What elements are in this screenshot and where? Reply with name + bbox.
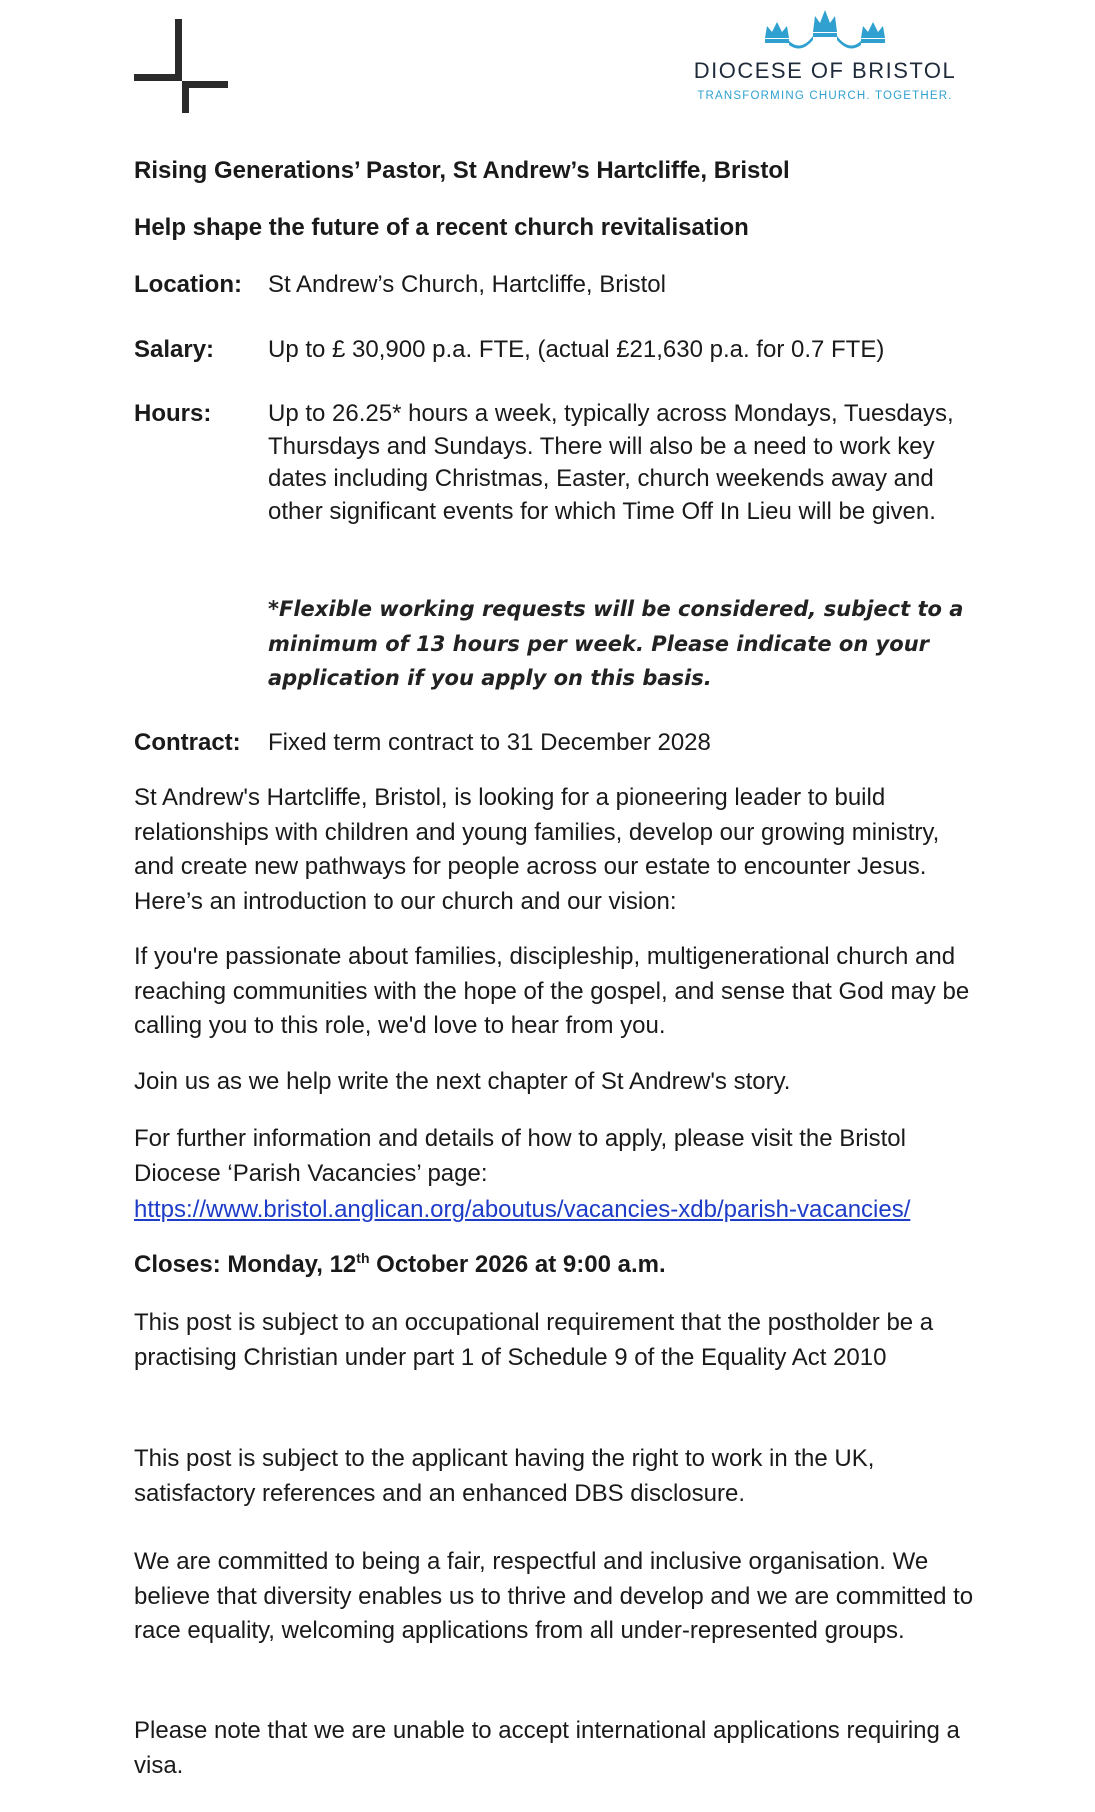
intro-paragraph: St Andrew's Hartcliffe, Bristol, is looking for a pioneering leader to build relationships with children and young families, develop our growing ministry, and create new pathways for people across our estate to encounter Jesus. Here’s an introduction to our church and our vision: (134, 784, 940, 915)
job-subtitle: Help shape the future of a recent church revitalisation (134, 214, 749, 241)
closing-date-suffix: October 2026 at 9:00 a.m. (369, 1251, 666, 1278)
job-title: Rising Generations’ Pastor, St Andrew’s Hartcliffe, Bristol (134, 157, 790, 184)
contract-value: Fixed term contract to 31 December 2028 (268, 729, 711, 756)
right-to-work-paragraph: This post is subject to the applicant having the right to work in the UK, satisfactory references and an enhanced DBS disclosure. (134, 1445, 875, 1507)
hours-label: Hours: (134, 400, 212, 427)
flexible-working-note: *Flexible working requests will be considered, subject to a minimum of 13 hours per week. Please indicate on your application if you apply on this basis. (268, 597, 964, 690)
logo-name: DIOCESE OF BRISTOL (693, 58, 957, 83)
closing-date (134, 1251, 666, 1279)
location-value: St Andrew’s Church, Hartcliffe, Bristol (268, 271, 666, 298)
parish-vacancies-link[interactable]: https://www.bristol.anglican.org/aboutus/vacancies-xdb/parish-vacancies/ (134, 1196, 911, 1223)
closing-date-prefix: Closes: Monday, 12 (134, 1251, 357, 1278)
salary-value: Up to £ 30,900 p.a. FTE, (actual £21,630 p.a. for 0.7 FTE) (268, 336, 885, 363)
hours-value: Up to 26.25* hours a week, typically across Mondays, Tuesdays, Thursdays and Sundays. There will also be a need to work key dates including Christmas, Easter, church weekends away and other significant events for which Time Off In Lieu will be given. (268, 400, 954, 525)
closing-date-ordinal: th (356, 1250, 370, 1266)
passion-paragraph: If you're passionate about families, discipleship, multigenerational church and reaching communities with the hope of the gospel, and sense that God may be calling you to this role, we'd love to hear from you. (134, 943, 970, 1039)
join-paragraph: Join us as we help write the next chapter of St Andrew's story. (134, 1068, 791, 1095)
crowns-icon (755, 8, 895, 52)
cross-logo-icon (134, 19, 228, 113)
salary-label: Salary: (134, 336, 215, 363)
inclusion-paragraph: We are committed to being a fair, respectful and inclusive organisation. We believe that diversity enables us to thrive and develop and we are committed to race equality, welcoming applications from all under-represented groups. (134, 1548, 974, 1644)
contract-label: Contract: (134, 729, 241, 756)
visa-paragraph: Please note that we are unable to accept international applications requiring a visa. (134, 1717, 960, 1779)
location-label: Location: (134, 271, 242, 298)
logo-tagline: TRANSFORMING CHURCH. TOGETHER. (697, 90, 953, 102)
further-info-paragraph: For further information and details of how to apply, please visit the Bristol Diocese ‘Parish Vacancies’ page: (134, 1125, 906, 1187)
diocese-logo (690, 8, 960, 118)
requirement-paragraph: This post is subject to an occupational requirement that the postholder be a practising Christian under part 1 of Schedule 9 of the Equality Act 2010 (134, 1309, 934, 1371)
